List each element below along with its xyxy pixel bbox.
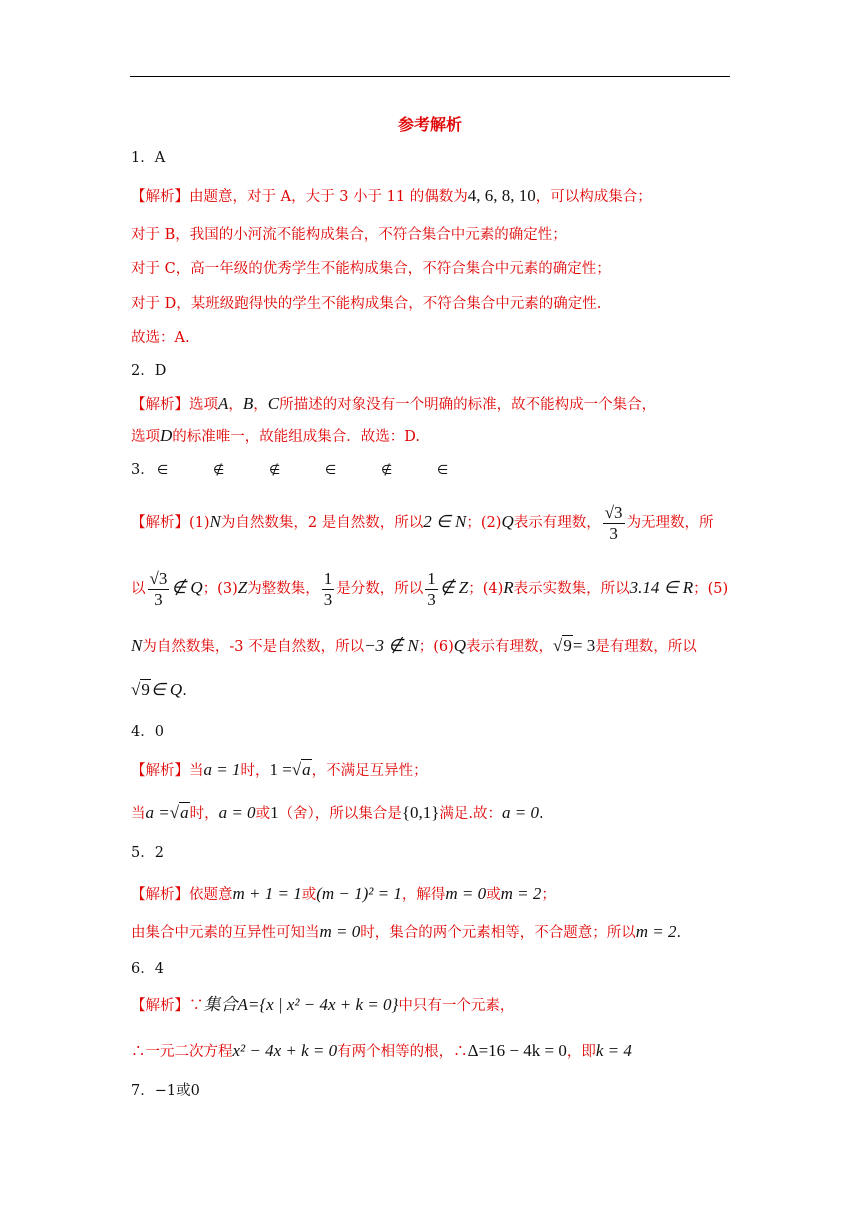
q3-frac-third: $\frac{1}{3}$ (323, 568, 333, 609)
q2-line1: 【解析】选项A，B，C所描述的对象没有一个明确的标准，故不能构成一个集合， (131, 394, 657, 413)
q1-line5: 故选：A. (131, 330, 190, 346)
q3-frac-third-b: $\frac{1}{3}$ (427, 568, 436, 609)
q3-sym-6: ∈ (437, 463, 449, 478)
q5-answer: 5．2 (131, 845, 164, 861)
q7-answer: 7．−1或0 (131, 1083, 200, 1099)
q3-sym-2: ∉ (213, 463, 225, 478)
q6-line2: ∴一元二次方程x² − 4x + k = 0有两个相等的根，∴Δ=16 − 4k = 0，即k = 4 (131, 1041, 632, 1060)
q1-line1: 【解析】由题意，对于 A，大于 3 小于 11 的偶数为4, 6, 8, 10，可以构成集合； (131, 186, 652, 205)
q3-line4: √9∈ Q. (131, 680, 187, 699)
q3-sym-4: ∈ (325, 463, 337, 478)
q3-line2: 以 $\frac{√3}{3}$ ∉ Q；(3)Z为整数集， $\frac{1}{3}$ 是分数，所以 $\frac{1}{3}$ ∉ Z；(4)R表示实数集，所以3.14 ∈ R；(5) (131, 568, 729, 609)
q4-sqrt-a: √a (291, 760, 311, 779)
q1-line2: 对于 B，我国的小河流不能构成集合，不符合集合中元素的确定性； (131, 227, 567, 243)
q4-answer: 4．0 (131, 724, 164, 740)
q3-line1: 【解析】(1)N为自然数集，2 是自然数，所以2 ∈ N；(2)Q表示有理数， $\frac{√3}{3}$ 为无理数，所 (131, 502, 714, 543)
q4-line1: 【解析】当a = 1时，1 =√a，不满足互异性； (131, 760, 428, 779)
q3-sym-1: ∈ (157, 463, 169, 478)
q3-sqrt9-b: √9 (131, 680, 150, 699)
q3-sym-5: ∉ (381, 463, 393, 478)
q6-answer: 6．4 (131, 961, 164, 977)
q3-frac-sqrt3-b: $\frac{√3}{3}$ (149, 568, 168, 609)
q1-line3: 对于 C，高一年级的优秀学生不能构成集合，不符合集合中元素的确定性； (131, 261, 611, 277)
q3-sqrt9: √9 (553, 636, 572, 655)
q5-line1: 【解析】依题意m + 1 = 1或(m − 1)² = 1，解得m = 0或m = 2； (131, 884, 556, 903)
q2-answer: 2．D (131, 363, 167, 379)
q3-num: 3． (131, 462, 155, 478)
q1-answer: 1．A (131, 150, 166, 166)
q3-sym-3: ∉ (269, 463, 281, 478)
q1-line4: 对于 D，某班级跑得快的学生不能构成集合，不符合集合中元素的确定性. (131, 296, 602, 312)
q3-line3: N为自然数集，-3 不是自然数，所以−3 ∉ N；(6)Q表示有理数，√9= 3是有理数，所以 (131, 636, 697, 655)
q4-sqrt-a-b: √a (169, 803, 189, 822)
header-rule (130, 76, 730, 77)
q4-line2: 当a =√a时，a = 0或1（舍），所以集合是{0,1}满足.故：a = 0. (131, 803, 544, 822)
q3-answer (131, 460, 493, 481)
q2-line2: 选项D的标准唯一，故能组成集合．故选：D. (131, 426, 420, 445)
page-title: 参考解析 (397, 115, 462, 134)
q6-line1: 【解析】∵集合A={x | x² − 4x + k = 0}中只有一个元素， (131, 995, 515, 1014)
q5-line2: 由集合中元素的互异性可知当m = 0时，集合的两个元素相等，不合题意；所以m = 2. (131, 922, 682, 941)
q3-frac-sqrt3: $\frac{√3}{3}$ (604, 502, 623, 543)
